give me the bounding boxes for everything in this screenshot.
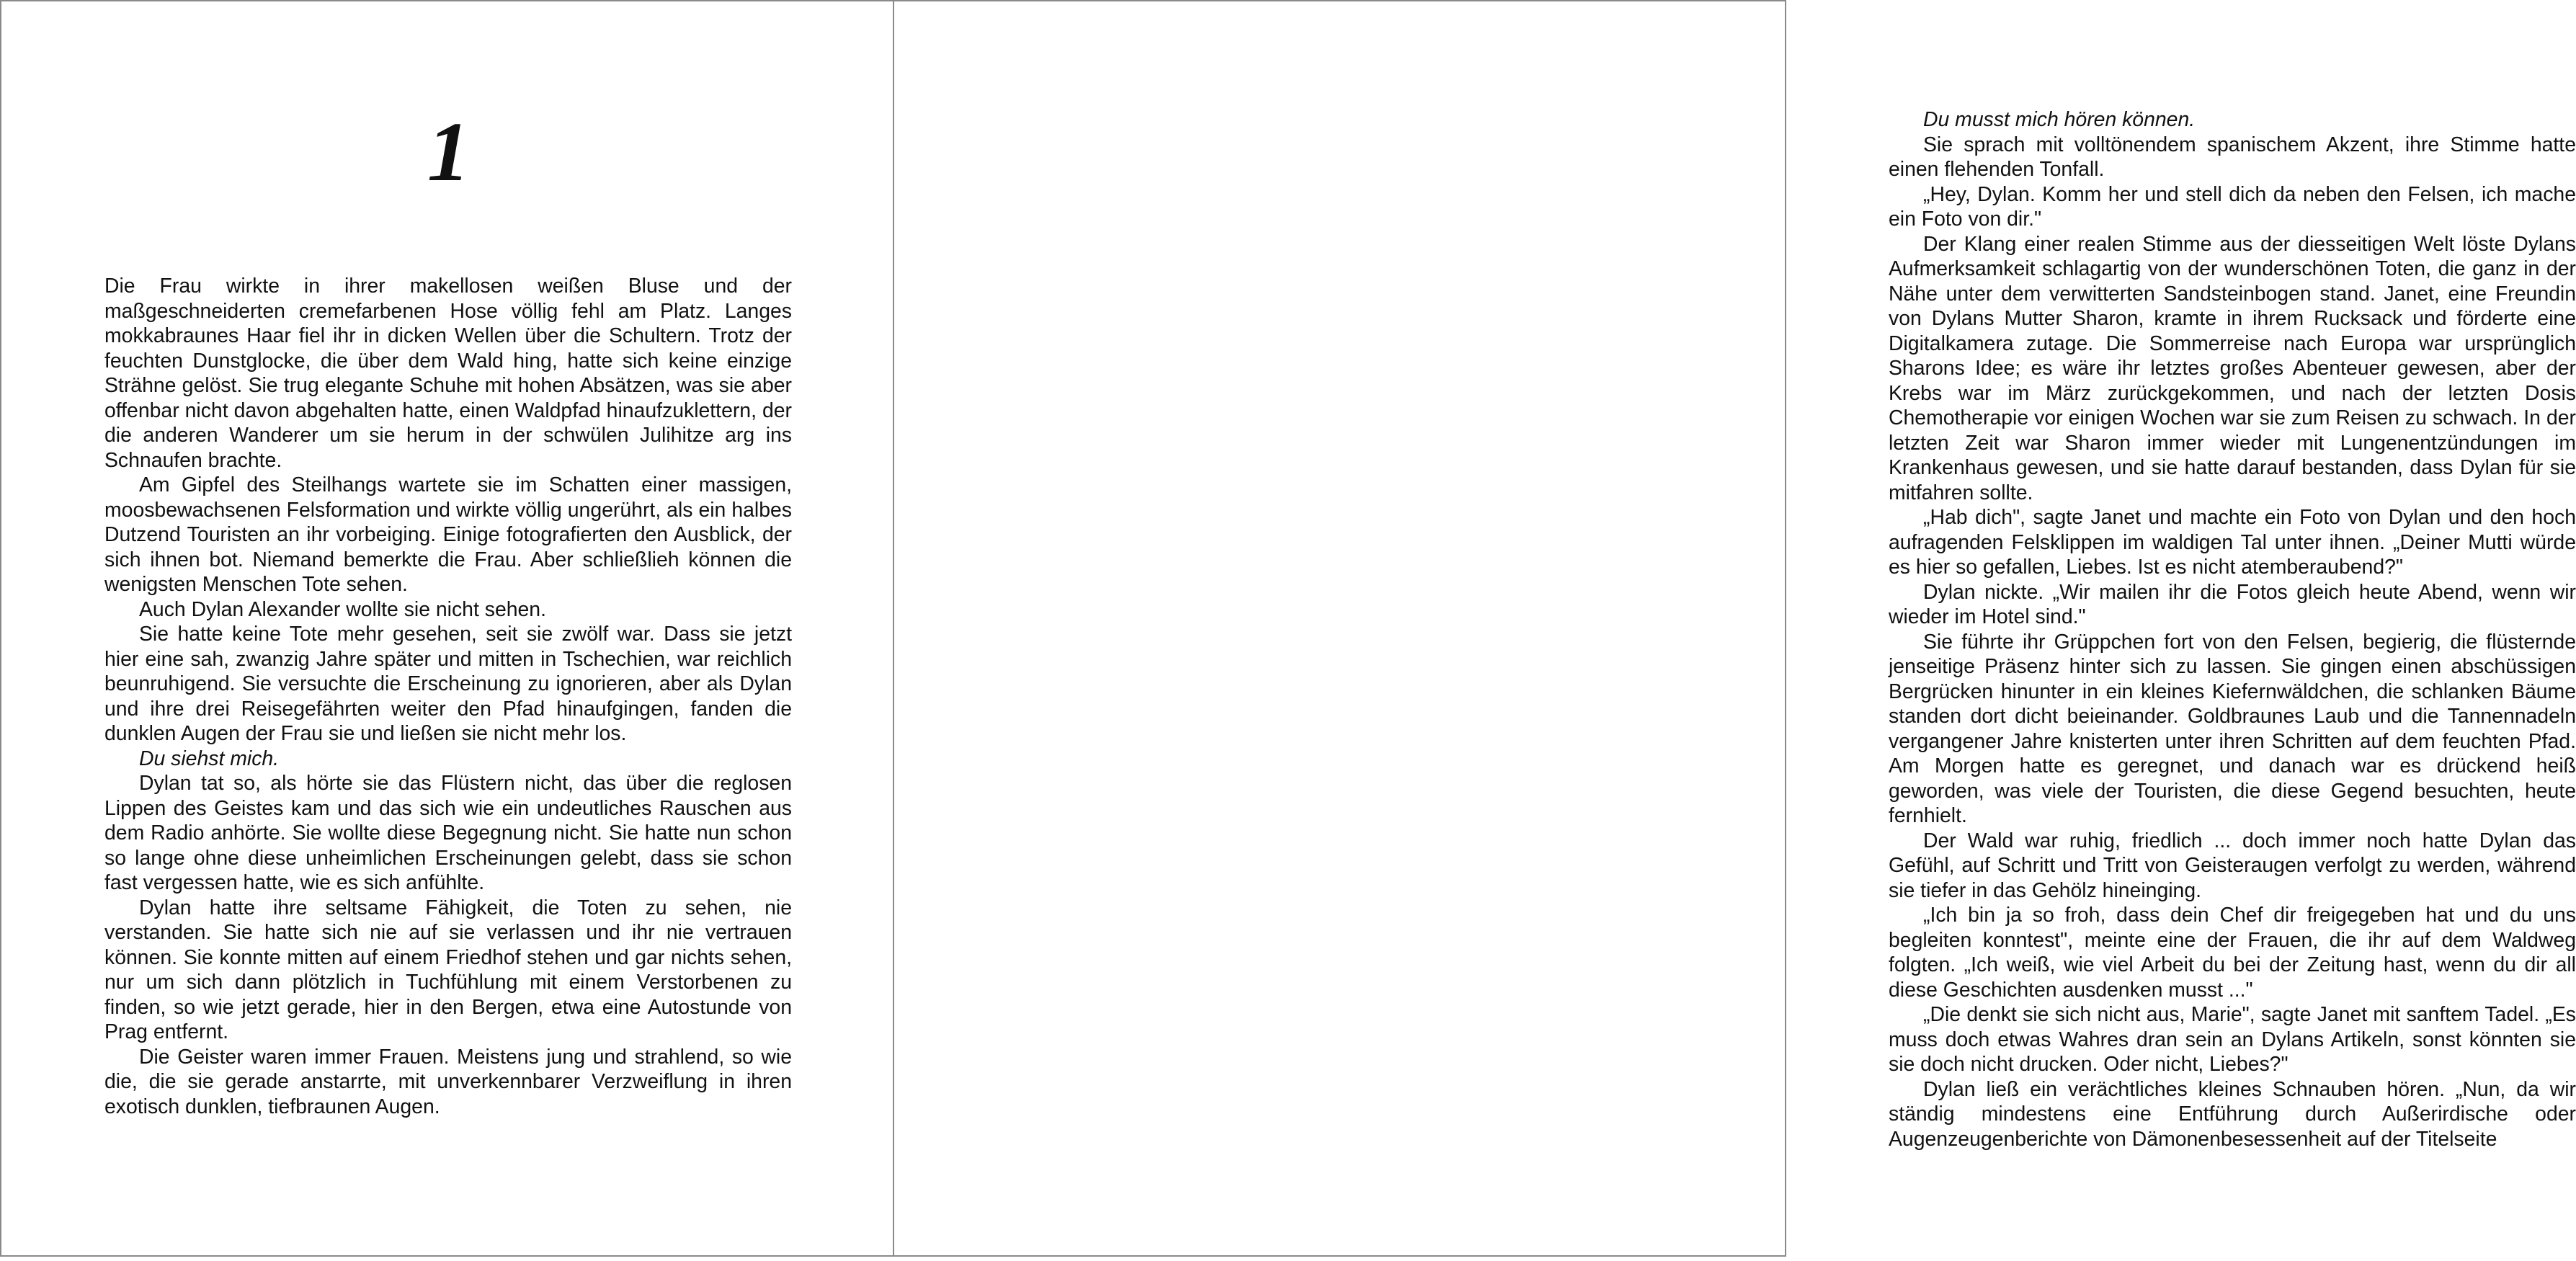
paragraph: Die Geister waren immer Frauen. Meistens jung und strahlend, so wie die, die sie gerade anstarrte, mit unverkennbarer Verzweiflung in ihren exotisch dunklen, tiefbraunen Augen. <box>104 1045 792 1118</box>
paragraph: Dylan tat so, als hörte sie das Flüstern nicht, das über die reglosen Lippen des Geistes kam und das sich wie ein undeutliches Rauschen aus dem Radio anhörte. Sie wollte diese Begegnung nicht. Sie hatte nun schon so lange ohne diese unheimlichen Erscheinungen gelebt, dass sie schon fast vergessen hatte, wie es sich anfühlte. <box>104 772 792 894</box>
paragraph: „Ich bin ja so froh, dass dein Chef dir freigegeben hat und du uns begleiten konntest", meinte eine der Frauen, die ihr auf dem Waldweg folgten. „Ich weiß, wie viel Arbeit du bei der Zeitung hast, wenn du dir all diese Geschichten ausdenken musst ..." <box>1889 904 2576 1002</box>
paragraph: Sie sprach mit volltönendem spanischem Akzent, ihre Stimme hatte einen flehenden Tonfall. <box>1889 133 2576 181</box>
right-page-text <box>1889 107 2576 1151</box>
paragraph: „Hey, Dylan. Komm her und stell dich da neben den Felsen, ich mache ein Foto von dir." <box>1889 182 2576 231</box>
paragraph: Dylan hatte ihre seltsame Fähigkeit, die Toten zu sehen, nie verstanden. Sie hatte sich nie auf sie verlassen und ihr nie vertrauen können. Sie konnte mitten auf einem Friedhof stehen und gar nichts sehen, nur um sich dann plötzlich in Tuchfühlung mit einem Verstorbenen zu finden, so wie jetzt gerade, hier in den Bergen, etwa eine Autostunde von Prag entfernt. <box>104 896 792 1043</box>
paragraph: Am Gipfel des Steilhangs wartete sie im Schatten einer massigen, moosbewachsenen Felsformation und wirkte völlig ungerührt, als ein halbes Dutzend Touristen an ihr vorbeiging. Einige fotografierten den Ausblick, der sich ihnen bot. Niemand bemerkte die Frau. Aber schließlieh können die wenigsten Menschen Tote sehen. <box>104 473 792 596</box>
paragraph: Die Frau wirkte in ihrer makellosen weißen Bluse und der maßgeschneiderten cremefarbenen Hose völlig fehl am Platz. Langes mokkabraunes Haar fiel ihr in dicken Wellen über die Schultern. Trotz der feuchten Dunstglocke, die über dem Wald hing, hatte sich keine einzige Strähne gelöst. Sie trug elegante Schuhe mit hohen Absätzen, was sie aber offenbar nicht davon abgehalten hatte, einen Waldpfad hinaufzuklettern, der die anderen Wanderer um sie herum in der schwülen Julihitze arg ins Schnaufen brachte. <box>104 275 792 472</box>
left-page <box>0 0 894 1257</box>
paragraph: Sie hatte keine Tote mehr gesehen, seit sie zwölf war. Dass sie jetzt hier eine sah, zwanzig Jahre später und mitten in Tschechien, war reichlich beunruhigend. Sie versuchte die Erscheinung zu ignorieren, aber als Dylan und ihre drei Reisegefährten weiter den Pfad hinaufgingen, fanden die dunklen Augen der Frau sie und ließen sie nicht mehr los. <box>104 623 792 745</box>
right-page <box>893 0 2576 1257</box>
paragraph: Dylan nickte. „Wir mailen ihr die Fotos gleich heute Abend, wenn wir wieder im Hotel sind." <box>1889 580 2576 628</box>
paragraph: Der Wald war ruhig, friedlich ... doch immer noch hatte Dylan das Gefühl, auf Schritt und Tritt von Geisteraugen verfolgt zu werden, während sie tiefer in das Gehölz hineinging. <box>1889 829 2576 902</box>
paragraph-italic: Du musst mich hören können. <box>1923 108 2196 131</box>
chapter-number: 1 <box>427 104 470 199</box>
paragraph: Sie führte ihr Grüppchen fort von den Felsen, begierig, die flüsternde jenseitige Präsenz hinter sich zu lassen. Sie gingen einen abschüssigen Bergrücken hinunter in ein kleines Kiefernwäldchen, die schlanken Bäume standen dort dicht beieinander. Goldbraunes Laub und die Tannennadeln vergangener Jahre knisterten unter ihren Schritten auf dem feuchten Pfad. Am Morgen hatte es geregnet, und danach war es drückend heiß geworden, was viele der Touristen, die diese Gegend besuchten, heute fernhielt. <box>1889 630 2576 827</box>
paragraph: „Hab dich", sagte Janet und machte ein Foto von Dylan und den hoch aufragenden Felsklippen im waldigen Tal unter ihnen. „Deiner Mutti würde es hier so gefallen, Liebes. Ist es nicht atemberaubend?" <box>1889 506 2576 579</box>
paragraph-italic: Du siehst mich. <box>139 747 280 770</box>
paragraph: Der Klang einer realen Stimme aus der diesseitigen Welt löste Dylans Aufmerksamkeit schlagartig von der wunderschönen Toten, die ganz in der Nähe unter dem verwitterten Sandsteinbogen stand. Janet, eine Freundin von Dylans Mutter Sharon, kramte in ihrem Rucksack und förderte eine Digitalkamera zutage. Die Sommerreise nach Europa war ursprünglich Sharons Idee; es wäre ihr letztes großes Abenteuer gewesen, aber der Krebs war im März zurückgekommen, und nach der letzten Dosis Chemotherapie vor einigen Wochen war sie zum Reisen zu schwach. In der letzten Zeit war Sharon immer wieder mit Lungenentzündungen im Krankenhaus gewesen, und sie hatte darauf bestanden, dass Dylan für sie mitfahren sollte. <box>1889 232 2576 504</box>
paragraph: Dylan ließ ein verächtliches kleines Schnauben hören. „Nun, da wir ständig mindestens eine Entführung durch Außerirdische oder Augenzeugenberichte von Dämonenbesessenheit auf der Titelseite <box>1889 1077 2576 1151</box>
paragraph: Auch Dylan Alexander wollte sie nicht sehen. <box>139 597 546 621</box>
paragraph: „Die denkt sie sich nicht aus, Marie", sagte Janet mit sanftem Tadel. „Es muss doch etwas Wahres dran sein an Dylans Artikeln, sonst könnten sie sie doch nicht drucken. Oder nicht, Liebes?" <box>1889 1003 2576 1076</box>
left-page-text <box>104 274 792 1119</box>
